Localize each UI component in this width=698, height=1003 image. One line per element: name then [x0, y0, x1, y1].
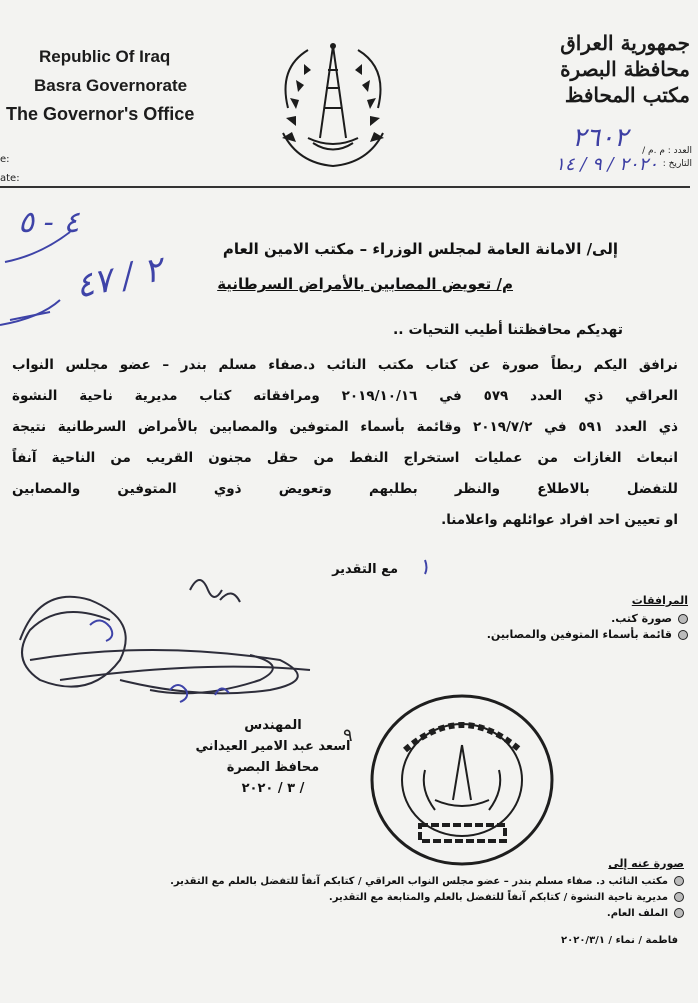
- margin-note-1: ٤ - ٥: [18, 205, 80, 240]
- bullet-icon: [674, 876, 684, 886]
- body-line: للتفضل بالاطلاع والنظر بطلبهم وتعويض ذوي المتوفين والمصابين: [12, 481, 678, 497]
- bullet-icon: [678, 630, 688, 640]
- handwritten-date: ٢٠٢٠ / ٩ / ١٤: [555, 154, 658, 175]
- signature-name: اسعد عبد الامير العيداني: [195, 739, 351, 754]
- list-item: مكتب النائب د. صفاء مسلم بندر – عضو مجلس النواب العراقي / كتابكم آنفاً للتفضل بالعلم مع التقدير.: [170, 874, 684, 890]
- signature-position: محافظ البصرة: [226, 760, 320, 775]
- letterhead-line-2: Basra Governorate: [34, 76, 188, 95]
- left-label-number: e:: [0, 154, 10, 165]
- list-item: الملف العام.: [170, 906, 684, 922]
- letterhead-line-1: Republic Of Iraq: [39, 47, 171, 66]
- signature-date: / ٣ / ٢٠٢٠: [241, 781, 305, 796]
- signature-title: المهندس: [244, 718, 302, 733]
- handwritten-number: ٢٦٠٢: [572, 123, 628, 153]
- body-line: نرافق اليكم ربطاً صورة عن كتاب مكتب النائب د.صفاء مسلم بندر – عضو مجلس النواب: [12, 357, 678, 373]
- bullet-icon: [674, 908, 684, 918]
- closing: مع التقدير: [332, 562, 398, 577]
- copies-title: صورة عنه إلى: [608, 857, 684, 870]
- body-line: او تعيين احد افراد عوائلهم واعلامنا.: [441, 512, 678, 528]
- bullet-icon: [674, 892, 684, 902]
- arabic-letterhead-line-2: محافظة البصرة: [560, 57, 690, 81]
- greeting: تهديكم محافظتنا أطيب التحيات ..: [392, 322, 623, 338]
- date-label: التاريخ :: [662, 159, 692, 169]
- signature-mark: ٩: [343, 725, 353, 746]
- letterhead-line-3: The Governor's Office: [6, 104, 195, 124]
- number-label: العدد : م .م /: [642, 146, 692, 156]
- governor-office-seal-icon: [365, 690, 560, 870]
- attachments-list: [487, 611, 688, 643]
- attachments-title: المرافقات: [631, 594, 688, 607]
- body-line: العراقي ذي العدد ٥٧٩ في ٢٠١٩/١٠/١٦ ومرافقاته كتاب مديرية ناحية النشوة: [12, 388, 678, 404]
- addressee: إلى/ الامانة العامة لمجلس الوزراء – مكتب الامين العام: [222, 240, 618, 258]
- left-label-date: ate:: [0, 173, 20, 184]
- list-item: مديرية ناحية النشوة / كتابكم آنفاً للتفضل بالعلم والمتابعة مع التقدير.: [170, 890, 684, 906]
- body-line: انبعاث الغازات من عمليات استخراج النفط من حقل مجنون القريب من الناحية آنفاً: [12, 450, 678, 466]
- letter-body: [12, 350, 678, 536]
- body-line: ذي العدد ٥٩١ في ٢٠١٩/٧/٢ وقائمة بأسماء المتوفين والمصابين بالأمراض السرطانية نتيجة: [12, 419, 678, 435]
- list-item: قائمة بأسماء المتوفين والمصابين.: [487, 627, 688, 643]
- copies-list: [170, 874, 684, 922]
- signature-block: [193, 715, 353, 799]
- bullet-icon: [678, 614, 688, 624]
- footer-initials: فاطمة / نماء / ٢٠٢٠/٣/١: [561, 935, 678, 946]
- subject-line: م/ تعويض المصابين بالأمراض السرطانية: [217, 275, 513, 293]
- list-item: صورة كتب.: [487, 611, 688, 627]
- arabic-letterhead-line-3: مكتب المحافظ: [564, 83, 690, 107]
- arabic-letterhead-line-1: جمهورية العراق: [560, 31, 690, 55]
- margin-note-2: ٢ / ٤٧: [71, 249, 167, 307]
